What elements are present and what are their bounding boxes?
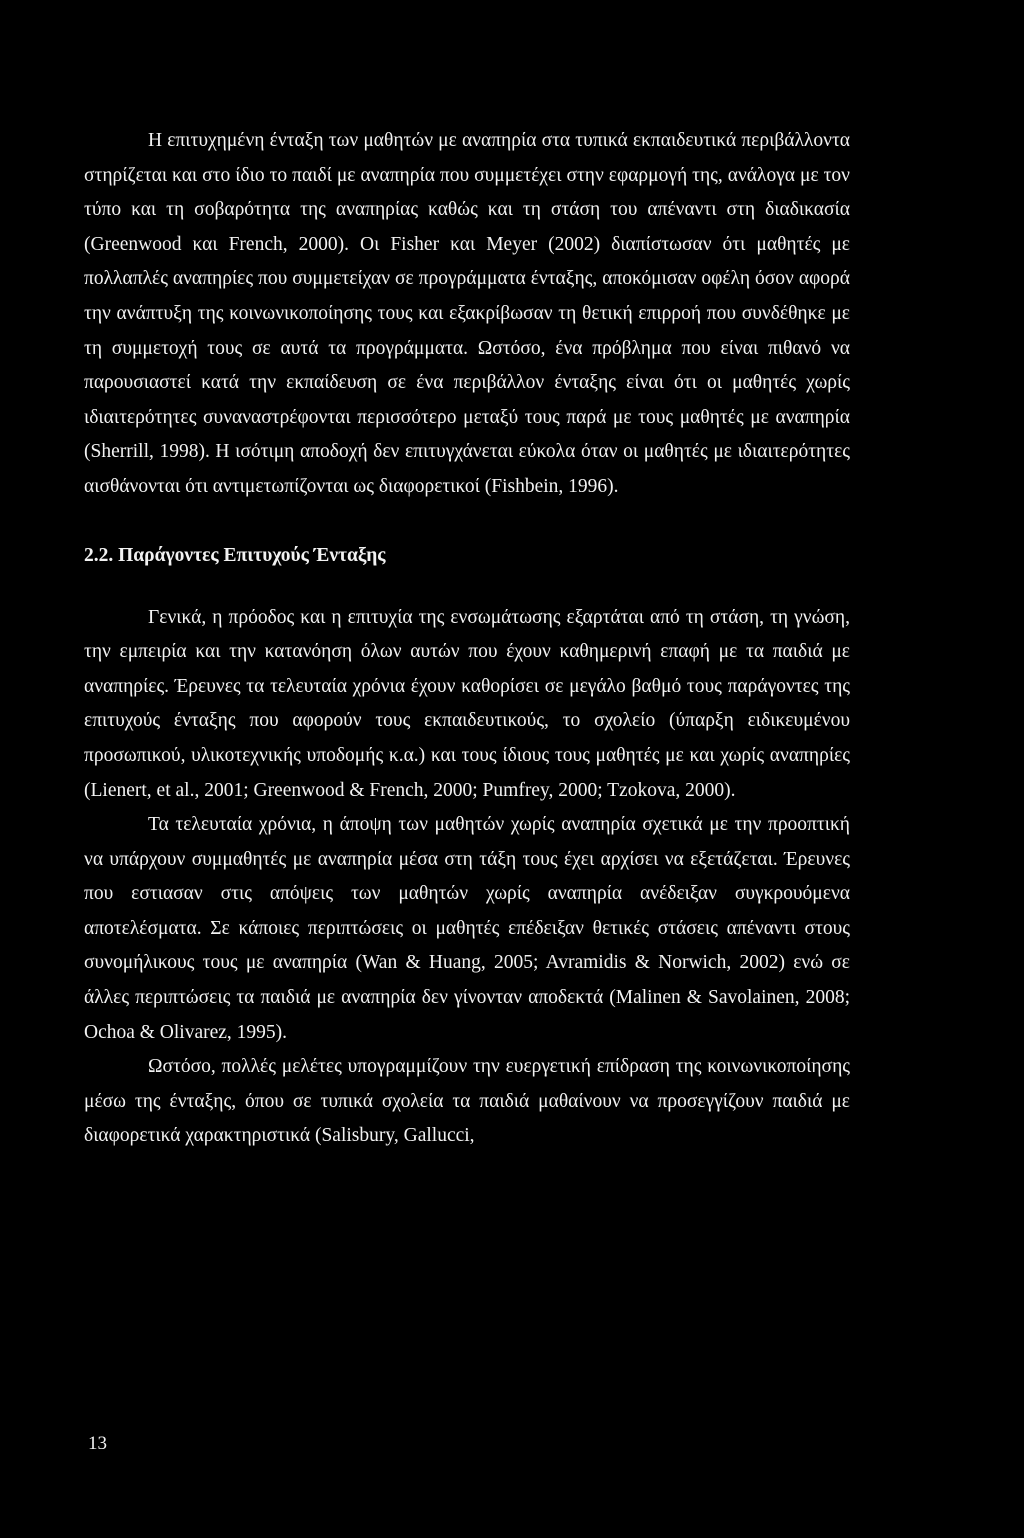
- page-number: 13: [88, 1433, 107, 1454]
- paragraph-3: Τα τελευταία χρόνια, η άποψη των μαθητών χωρίς αναπηρία σχετικά με την προοπτική να υπάρχουν συμμαθητές με αναπηρία μέσα στη τάξη τους έχει αρχίσει να εξετάζεται. Έρευνες που εστιασαν στις απόψεις των μαθητών χωρίς αναπηρία ανέδειξαν συγκρουόμενα αποτελέσματα. Σε κάποιες περιπτώσεις οι μαθητές επέδειξαν θετικές στάσεις απέναντι στους συνομήλικους τους με αναπηρία (Wan & Huang, 2005; Avramidis & Norwich, 2002) ενώ σε άλλες περιπτώσεις τα παιδιά με αναπηρία δεν γίνονταν αποδεκτά (Malinen & Savolainen, 2008; Ochoa & Olivarez, 1995).: [84, 814, 850, 1043]
- section-heading: 2.2. Παράγοντες Επιτυχούς Ένταξης: [84, 544, 386, 566]
- document-body: [84, 124, 850, 1154]
- paragraph-2: Γενικά, η πρόοδος και η επιτυχία της ενσωμάτωσης εξαρτάται από τη στάση, τη γνώση, την εμπειρία και την κατανόηση όλων αυτών που έχουν καθημερινή επαφή με τα παιδιά με αναπηρίες. Έρευνες τα τελευταία χρόνια έχουν καθορίσει σε μεγάλο βαθμό τους παράγοντες της επιτυχούς ένταξης που αφορούν τους εκπαιδευτικούς, το σχολείο (ύπαρξη ειδικευμένου προσωπικού, υλικοτεχνικής υποδομής κ.α.) και τους ίδιους τους μαθητές με και χωρίς αναπηρίες (Lienert, et al., 2001; Greenwood & French, 2000; Pumfrey, 2000; Tzokova, 2000).: [84, 606, 850, 801]
- paragraph-4: Ωστόσο, πολλές μελέτες υπογραμμίζουν την ευεργετική επίδραση της κοινωνικοποίησης μέσω της ένταξης, όπου σε τυπικά σχολεία τα παιδιά μαθαίνουν να προσεγγίζουν παιδιά με διαφορετικά χαρακτηριστικά (Salisbury, Gallucci,: [84, 1056, 850, 1147]
- paragraph-1: Η επιτυχημένη ένταξη των μαθητών με αναπηρία στα τυπικά εκπαιδευτικά περιβάλλοντα στηρίζεται και στο ίδιο το παιδί με αναπηρία που συμμετέχει στην εφαρμογή της, ανάλογα με τον τύπο και τη σοβαρότητα της αναπηρίας καθώς και τη στάση του απέναντι στη διαδικασία (Greenwood και French, 2000). Οι Fisher και Meyer (2002) διαπίστωσαν ότι μαθητές με πολλαπλές αναπηρίες που συμμετείχαν σε προγράμματα ένταξης, αποκόμισαν οφέλη όσον αφορά την ανάπτυξη της κοινωνικοποίησης τους και εξακρίβωσαν τη θετική επιρροή που συνδέθηκε με τη συμμετοχή τους σε αυτά τα προγράμματα. Ωστόσο, ένα πρόβλημα που είναι πιθανό να παρουσιαστεί κατά την εκπαίδευση σε ένα περιβάλλον ένταξης είναι ότι οι μαθητές χωρίς ιδιαιτερότητες συναναστρέφονται περισσότερο μεταξύ τους παρά με τους μαθητές με αναπηρία (Sherrill, 1998). Η ισότιμη αποδοχή δεν επιτυγχάνεται εύκολα όταν οι μαθητές με ιδιαιτερότητες αισθάνονται ότι αντιμετωπίζονται ως διαφορετικοί (Fishbein, 1996).: [84, 130, 850, 497]
